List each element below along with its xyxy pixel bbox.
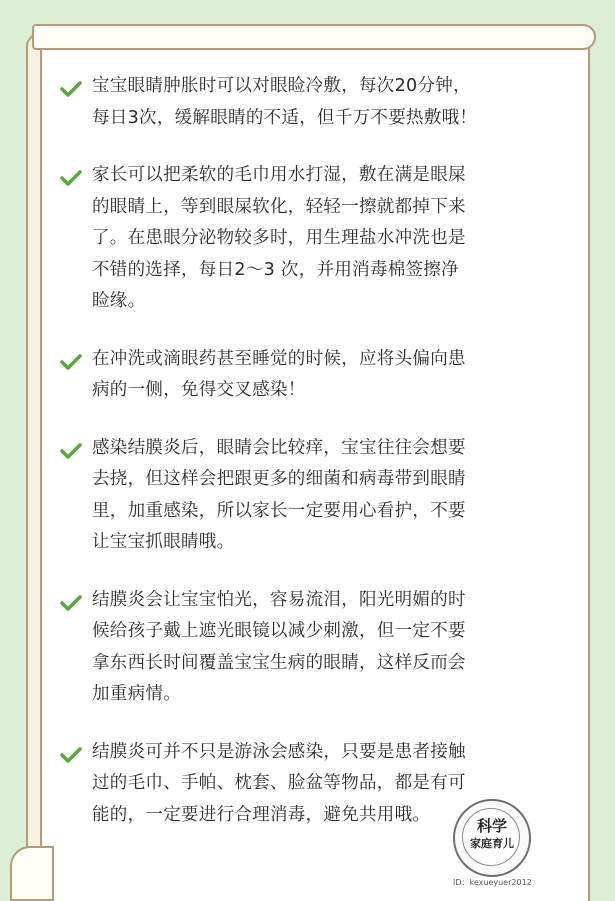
badge-title: 科学 xyxy=(476,817,507,835)
tip-line: 过的毛巾、手帕、枕套、脸盆等物品，都是有可 xyxy=(92,773,466,793)
tip-item xyxy=(60,71,550,134)
tips-list xyxy=(60,71,550,831)
tip-item xyxy=(60,585,550,711)
tip-line: 候给孩子戴上遮光眼镜以减少刺激，但一定不要 xyxy=(92,621,466,641)
check-icon xyxy=(60,169,82,187)
tip-line: 不错的选择，每日2～3 次，并用消毒棉签擦净 xyxy=(92,259,459,280)
tip-line: 宝宝眼睛肿胀时可以对眼睑冷敷，每次20分钟， xyxy=(92,76,471,96)
tip-item xyxy=(60,160,550,318)
scroll-bottom-curl xyxy=(10,846,54,901)
tip-line: 能的，一定要进行合理消毒，避免共用哦。 xyxy=(92,804,431,825)
tip-line: 在冲洗或滴眼药甚至睡觉的时候，应将头偏向患 xyxy=(92,348,466,369)
tip-line: 家长可以把柔软的毛巾用水打湿，敷在满是眼屎 xyxy=(92,165,466,185)
check-icon xyxy=(60,80,82,98)
tip-line: 睑缘。 xyxy=(92,291,146,311)
tip-line: 结膜炎会让宝宝怕光，容易流泪，阳光明媚的时 xyxy=(92,589,466,610)
badge-subtitle: 家庭育儿 xyxy=(470,837,514,850)
tip-line: 去挠，但这样会把跟更多的细菌和病毒带到眼睛 xyxy=(92,469,466,489)
tip-line: 让宝宝抓眼睛哦。 xyxy=(92,532,235,552)
tip-line: 感染结膜炎后，眼睛会比较痒，宝宝往往会想要 xyxy=(92,437,466,458)
tip-line: 加重病情。 xyxy=(92,684,181,704)
tip-line: 拿东西长时间覆盖宝宝生病的眼睛，这样反而会 xyxy=(92,652,466,673)
tip-line: 的眼睛上，等到眼屎软化，轻轻一擦就都掉下来 xyxy=(92,196,466,217)
tip-line: 结膜炎可并不只是游泳会感染，只要是患者接触 xyxy=(92,741,466,762)
check-icon xyxy=(60,353,82,371)
badge-account-id: ID：kexueyuer2012 xyxy=(453,878,532,887)
check-icon xyxy=(60,746,82,764)
check-icon xyxy=(60,594,82,612)
tip-line: 了。在患眼分泌物较多时，用生理盐水冲洗也是 xyxy=(92,228,466,248)
tip-line: 每日3次，缓解眼睛的不适，但千万不要热敷哦！ xyxy=(92,107,478,128)
tip-line: 里，加重感染，所以家长一定要用心看护，不要 xyxy=(92,500,466,521)
tip-line: 病的一侧，免得交叉感染！ xyxy=(92,380,306,400)
tip-item xyxy=(60,344,550,407)
scroll-top-roll xyxy=(32,24,596,50)
brand-badge xyxy=(453,799,537,887)
check-icon xyxy=(60,442,82,460)
tip-item xyxy=(60,433,550,559)
